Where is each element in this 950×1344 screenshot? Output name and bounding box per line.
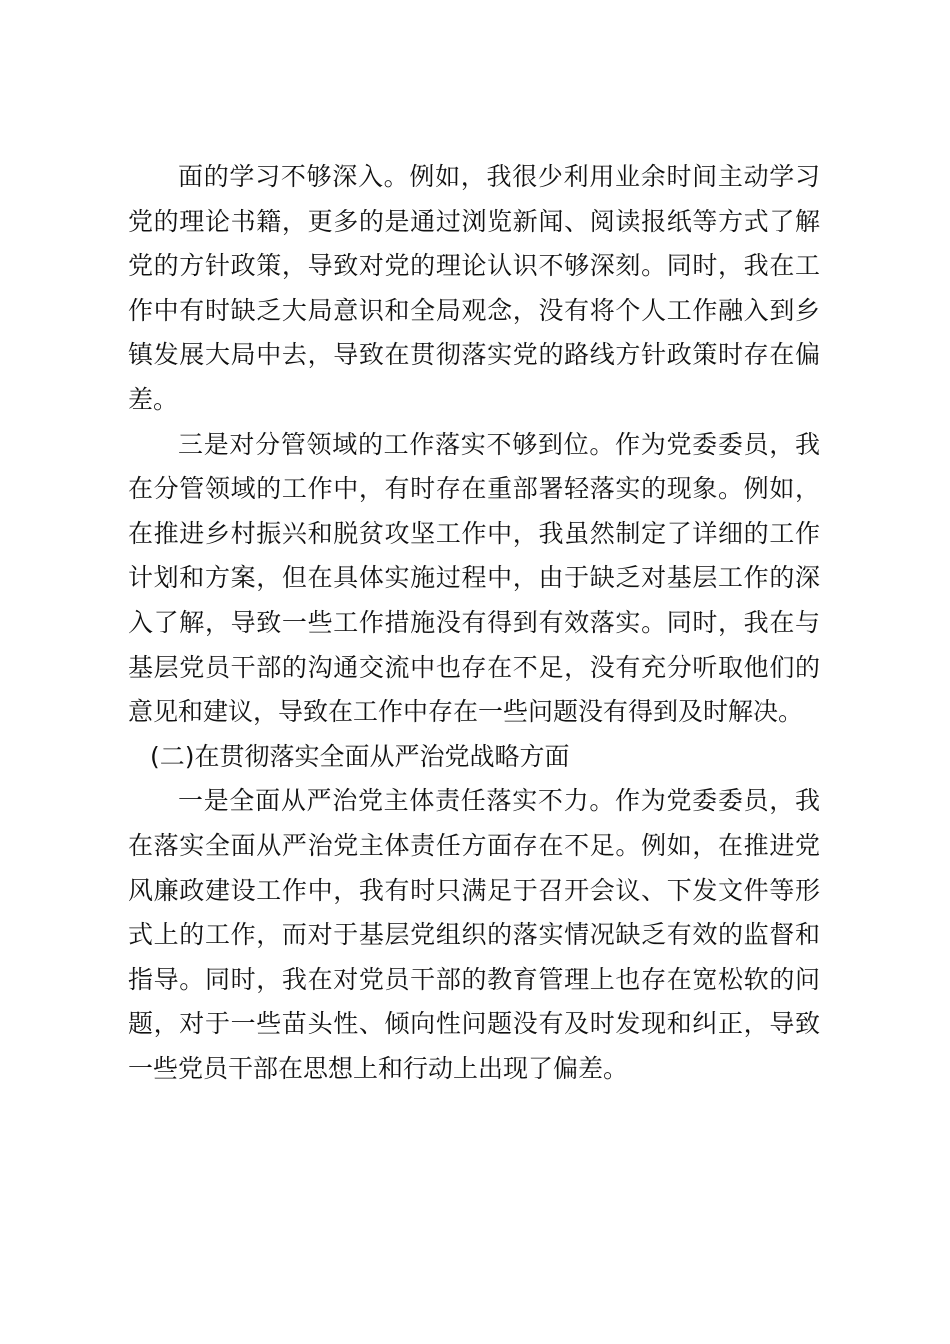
text-line: 在落实全面从严治党主体责任方面存在不足。例如，在推进党 bbox=[128, 830, 820, 860]
document-body bbox=[128, 155, 820, 1091]
text-line: 党的方针政策，导致对党的理论认识不够深刻。同时，我在工 bbox=[128, 251, 820, 281]
text-line: 作中有时缺乏大局意识和全局观念，没有将个人工作融入到乡 bbox=[128, 295, 820, 325]
text-line: 意见和建议，导致在工作中存在一些问题没有得到及时解决。 bbox=[128, 697, 804, 727]
paragraph-point-one bbox=[128, 779, 820, 1091]
text-line: 三是对分管领域的工作落实不够到位。作为党委委员，我 bbox=[178, 429, 820, 459]
text-line: 计划和方案，但在具体实施过程中，由于缺乏对基层工作的深 bbox=[128, 563, 820, 593]
paragraph-continuation bbox=[128, 155, 820, 423]
text-line: 式上的工作，而对于基层党组织的落实情况缺乏有效的监督和 bbox=[128, 920, 820, 950]
text-line: 面的学习不够深入。例如，我很少利用业余时间主动学习 bbox=[178, 162, 820, 191]
text-line: 指导。同时，我在对党员干部的教育管理上也存在宽松软的问 bbox=[128, 964, 820, 994]
section-heading bbox=[128, 735, 820, 780]
text-line: 在推进乡村振兴和脱贫攻坚工作中，我虽然制定了详细的工作 bbox=[128, 518, 820, 548]
text-line: 风廉政建设工作中，我有时只满足于召开会议、下发文件等形 bbox=[128, 875, 820, 905]
text-line: 基层党员干部的沟通交流中也存在不足，没有充分听取他们的 bbox=[128, 652, 820, 682]
paragraph-point-three bbox=[128, 423, 820, 735]
text-line: 一些党员干部在思想上和行动上出现了偏差。 bbox=[128, 1053, 629, 1083]
text-line: 党的理论书籍，更多的是通过浏览新闻、阅读报纸等方式了解 bbox=[128, 206, 820, 236]
text-line: 题，对于一些苗头性、倾向性问题没有及时发现和纠正，导致 bbox=[128, 1009, 820, 1039]
text-line: 一是全面从严治党主体责任落实不力。作为党委委员，我 bbox=[178, 786, 820, 816]
text-line: 差。 bbox=[128, 384, 179, 414]
text-line: 镇发展大局中去，导致在贯彻落实党的路线方针政策时存在偏 bbox=[128, 340, 820, 370]
text-line: 入了解，导致一些工作措施没有得到有效落实。同时，我在与 bbox=[128, 607, 820, 637]
section-heading-text: (二)在贯彻落实全面从严治党战略方面 bbox=[150, 741, 570, 771]
text-line: 在分管领域的工作中，有时存在重部署轻落实的现象。例如， bbox=[128, 474, 820, 504]
